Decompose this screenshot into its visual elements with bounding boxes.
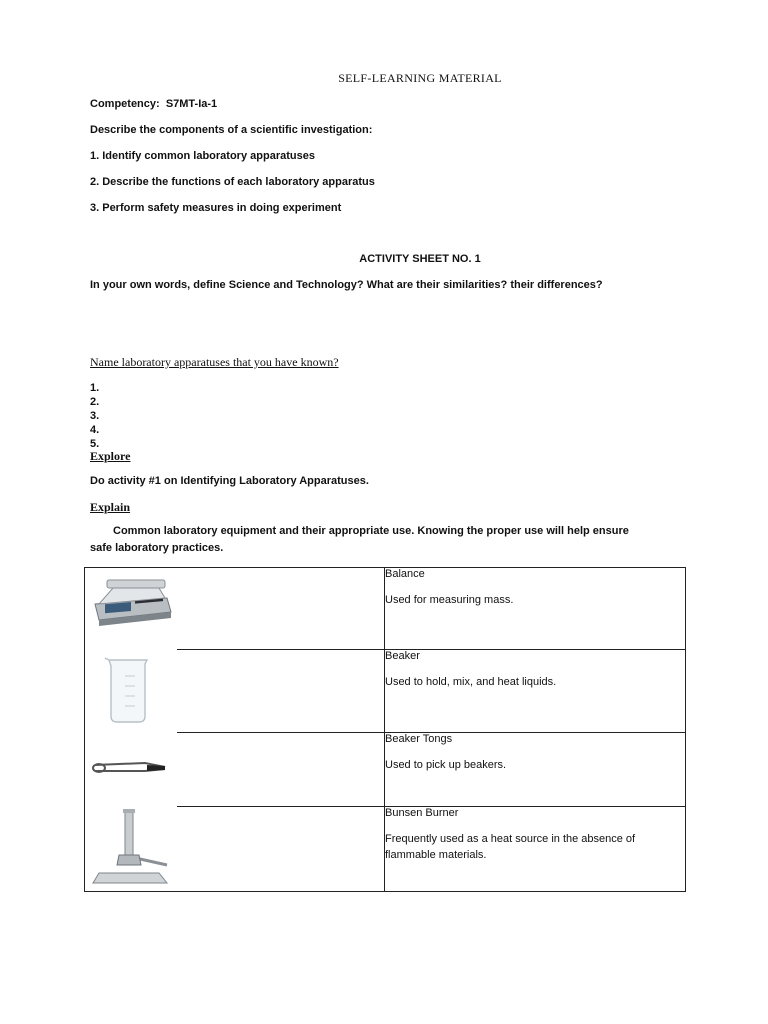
blank-4: 4. (90, 424, 100, 436)
equipment-text-cell (385, 650, 686, 733)
beaker-icon (85, 650, 177, 734)
blank-3: 3. (90, 410, 100, 422)
apparatus-prompt: Name laboratory apparatuses that you have known? (90, 355, 339, 369)
explain-heading: Explain (90, 500, 131, 514)
explore-heading: Explore (90, 449, 131, 463)
competency-label: Competency: (90, 98, 160, 110)
blank-5: 5. (90, 438, 100, 450)
competency-line (90, 98, 217, 110)
page-title: SELF-LEARNING MATERIAL (338, 71, 502, 85)
table-row (85, 568, 686, 650)
intro-text: Describe the components of a scientific investigation: (90, 124, 373, 136)
activity-question: In your own words, define Science and Technology? What are their similarities? their differences? (90, 279, 603, 291)
activity-heading: ACTIVITY SHEET NO. 1 (359, 253, 481, 265)
equipment-text-cell (385, 733, 686, 807)
equipment-image-cell (85, 733, 385, 807)
equipment-image-cell (85, 650, 385, 733)
equipment-name: Beaker (385, 650, 420, 662)
balance-icon (85, 568, 177, 650)
equipment-use: Frequently used as a heat source in the absence of flammable materials. (385, 833, 636, 861)
equipment-image-cell (85, 807, 385, 892)
blank-2: 2. (90, 396, 100, 408)
equipment-name: Beaker Tongs (385, 733, 453, 745)
equipment-image-cell (85, 568, 385, 650)
equipment-name: Bunsen Burner (385, 807, 459, 819)
equipment-text-cell (385, 568, 686, 650)
equipment-use: Used for measuring mass. (385, 594, 514, 606)
explain-line-2: safe laboratory practices. (90, 542, 224, 554)
equipment-use: Used to hold, mix, and heat liquids. (385, 676, 557, 688)
equipment-name: Balance (385, 568, 425, 580)
table-row (85, 807, 686, 892)
explain-line-1: Common laboratory equipment and their appropriate use. Knowing the proper use will help ensure (113, 525, 629, 537)
bunsen-burner-icon (85, 807, 177, 891)
competency-code: S7MT-Ia-1 (165, 98, 218, 110)
objective-1: 1. Identify common laboratory apparatuses (90, 150, 315, 162)
objective-3: 3. Perform safety measures in doing experiment (90, 202, 342, 214)
equipment-use: Used to pick up beakers. (385, 759, 507, 771)
objective-2: 2. Describe the functions of each laboratory apparatus (90, 176, 375, 188)
table-row (85, 733, 686, 807)
equipment-text-cell (385, 807, 686, 892)
equipment-table (84, 567, 686, 892)
blank-1: 1. (90, 382, 100, 394)
explore-text: Do activity #1 on Identifying Laboratory Apparatuses. (90, 475, 369, 487)
table-row (85, 650, 686, 733)
tongs-icon (85, 733, 177, 809)
